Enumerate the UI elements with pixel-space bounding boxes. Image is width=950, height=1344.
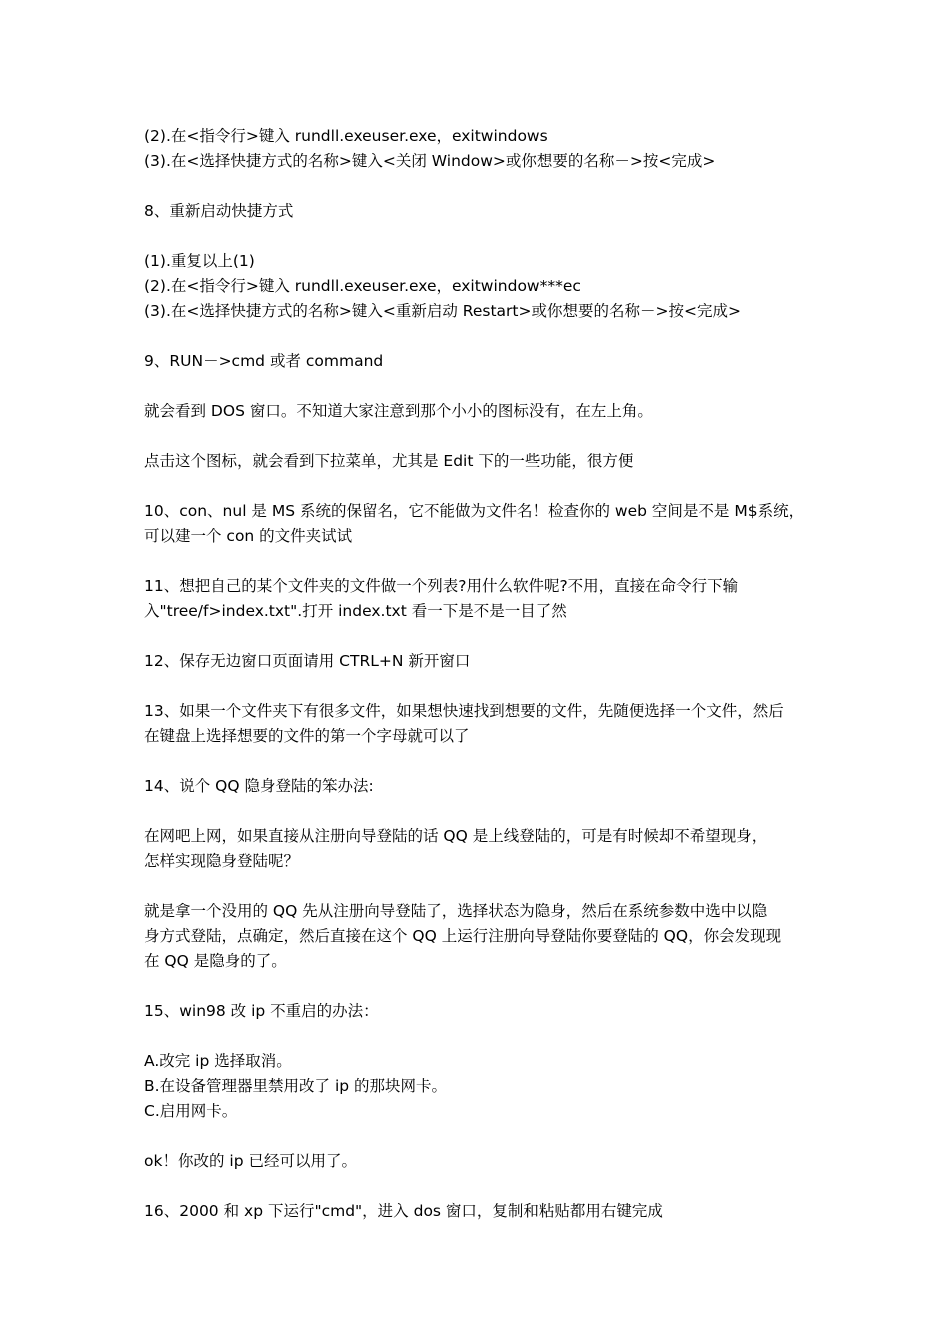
text-line: (2).在<指令行>键入 rundll.exeuser.exe，exitwindows <box>144 127 548 145</box>
paragraph-ip-done <box>144 1149 816 1174</box>
paragraph-qq-answer <box>144 899 816 974</box>
text-line: (2).在<指令行>键入 rundll.exeuser.exe，exitwindow***ec <box>144 277 581 295</box>
text-line: (1).重复以上(1) <box>144 252 255 270</box>
text-line: 在网吧上网，如果直接从注册向导登陆的话 QQ 是上线登陆的，可是有时候却不希望现身， <box>144 827 768 845</box>
text-line: C.启用网卡。 <box>144 1102 238 1120</box>
text-line: 12、保存无边窗口页面请用 CTRL+N 新开窗口 <box>144 652 471 670</box>
paragraph-ip-steps <box>144 1049 816 1124</box>
text-line: 13、如果一个文件夹下有很多文件，如果想快速找到想要的文件，先随便选择一个文件，然后 <box>144 702 784 720</box>
text-line: 10、con、nul 是 MS 系统的保留名，它不能做为文件名！检查你的 web 空间是不是 M$系统， <box>144 502 805 520</box>
document-body <box>144 124 816 1249</box>
paragraph-tip-13 <box>144 699 816 749</box>
text-line: 9、RUN－>cmd 或者 command <box>144 352 384 370</box>
text-line: ok！你改的 ip 已经可以用了。 <box>144 1152 357 1170</box>
text-line: 点击这个图标，就会看到下拉菜单，尤其是 Edit 下的一些功能，很方便 <box>144 452 634 470</box>
text-line: 8、重新启动快捷方式 <box>144 202 294 220</box>
paragraph-tip-12 <box>144 649 816 674</box>
text-line: 可以建一个 con 的文件夹试试 <box>144 527 353 545</box>
text-line: 身方式登陆，点确定，然后直接在这个 QQ 上运行注册向导登陆你要登陆的 QQ，你会发现现 <box>144 927 782 945</box>
text-line: 就会看到 DOS 窗口。不知道大家注意到那个小小的图标没有，在左上角。 <box>144 402 653 420</box>
text-line: (3).在<选择快捷方式的名称>键入<重新启动 Restart>或你想要的名称－>按<完成> <box>144 302 741 320</box>
text-line: 就是拿一个没用的 QQ 先从注册向导登陆了，选择状态为隐身，然后在系统参数中选中以隐 <box>144 902 768 920</box>
paragraph-dos-window <box>144 399 816 424</box>
heading-tip-15 <box>144 999 816 1024</box>
paragraph-tip-16 <box>144 1199 816 1224</box>
paragraph-tip-11 <box>144 574 816 624</box>
text-line: (3).在<选择快捷方式的名称>键入<关闭 Window>或你想要的名称－>按<完成> <box>144 152 716 170</box>
text-line: 怎样实现隐身登陆呢？ <box>144 852 300 870</box>
text-line: B.在设备管理器里禁用改了 ip 的那块网卡。 <box>144 1077 448 1095</box>
paragraph-shortcut-close-steps <box>144 124 816 174</box>
paragraph-tip-10 <box>144 499 816 549</box>
text-line: 在键盘上选择想要的文件的第一个字母就可以了 <box>144 727 470 745</box>
paragraph-qq-question <box>144 824 816 874</box>
heading-tip-14 <box>144 774 816 799</box>
text-line: 15、win98 改 ip 不重启的办法： <box>144 1002 379 1020</box>
heading-tip-9 <box>144 349 816 374</box>
paragraph-restart-steps <box>144 249 816 324</box>
text-line: 14、说个 QQ 隐身登陆的笨办法: <box>144 777 374 795</box>
paragraph-dos-icon-menu <box>144 449 816 474</box>
text-line: 16、2000 和 xp 下运行"cmd"，进入 dos 窗口，复制和粘贴都用右键完成 <box>144 1202 663 1220</box>
heading-tip-8 <box>144 199 816 224</box>
text-line: 在 QQ 是隐身的了。 <box>144 952 287 970</box>
text-line: A.改完 ip 选择取消。 <box>144 1052 292 1070</box>
text-line: 11、想把自己的某个文件夹的文件做一个列表?用什么软件呢?不用，直接在命令行下输 <box>144 577 739 595</box>
text-line: 入"tree/f>index.txt".打开 index.txt 看一下是不是一目了然 <box>144 602 567 620</box>
